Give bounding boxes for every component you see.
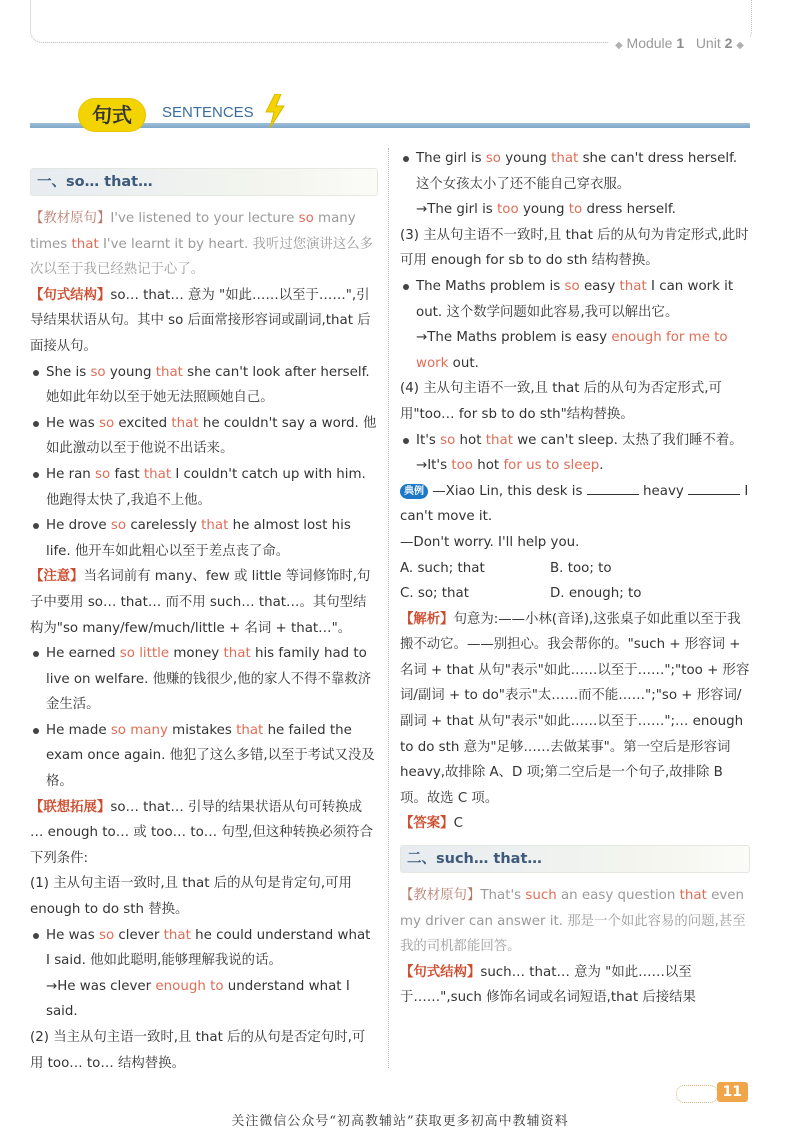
diamond-icon: ◆ bbox=[614, 40, 623, 51]
example-item: The girl is so young that she can't dress herself. 这个女孩太小了还不能自己穿衣服。 bbox=[400, 146, 750, 197]
section-title-en: SENTENCES bbox=[162, 104, 254, 121]
page-number bbox=[676, 1079, 752, 1107]
structure-paragraph: 【句式结构】such… that… 意为 "如此……以至于……",such 修饰名词或名词短语,that 后接结果 bbox=[400, 964, 696, 1006]
example-item: He was so excited that he couldn't say a word. 他如此激动以至于他说不出话来。 bbox=[30, 411, 378, 462]
options-row bbox=[400, 556, 750, 582]
unit-label: Unit bbox=[695, 35, 721, 51]
module-label: Module bbox=[626, 35, 673, 51]
module-unit-tag bbox=[609, 35, 750, 51]
footer-note: 关注微信公众号“初高教辅站”获取更多初高中教辅资料 bbox=[231, 1114, 569, 1129]
diamond-icon: ◆ bbox=[736, 40, 744, 51]
condition-1: (1) 主从句主语一致时,且 that 后的从句是肯定句,可用 enough to do sth 替换。 bbox=[30, 876, 352, 918]
heading-such-that: 二、such… that… bbox=[400, 845, 750, 873]
example-item: She is so young that she can't look after herself. 她如此年幼以至于她无法照顾她自己。 bbox=[30, 360, 378, 411]
conversion-line: →The girl is too young to dress herself. bbox=[416, 202, 676, 218]
answer-blank bbox=[587, 482, 639, 495]
option-c: C. so; that bbox=[400, 586, 469, 602]
condition-2: (2) 当主从句主语一致时,且 that 后的从句是否定句时,可用 too… to… 结构替换。 bbox=[30, 1030, 366, 1071]
column-divider bbox=[388, 148, 389, 1068]
note-paragraph: 【注意】当名词前有 many、few 或 little 等词修饰时,句子中要用 so… that… 而不用 such… that…。其句型结构为"so many/few/much/little + 名词 + that…"。 bbox=[30, 569, 371, 636]
heading-so-that: 一、so… that… bbox=[30, 168, 378, 196]
example-reply: —Don't worry. I'll help you. bbox=[400, 534, 580, 550]
right-column bbox=[400, 146, 750, 1011]
section-banner bbox=[30, 96, 750, 136]
page-number-label: 11 bbox=[717, 1082, 748, 1102]
option-a: A. such; that bbox=[400, 560, 485, 576]
analysis-paragraph: 【解析】句意为:——小林(音译),这张桌子如此重以至于我搬不动它。——别担心。我会帮你的。"such + 形容词 + 名词 + that 从句"表示"如此……以至于……";"too + 形容词/副词 + to do"表示"太……而不能……";"so + 形容词/副词 + that 从句"表示"如此……以至于……";… enough to do sth 意为"足够……去做某事"。第一空后是形容词 heavy,故排除 A、D 项;第二空后是一个句子,故排除 B 项。故选 C 项。 bbox=[400, 611, 750, 806]
textbook-sentence: 【教材原句】I've listened to your lecture so many times that I've learnt it by heart. 我听过您演讲这么多次以至于我已经熟记于心了。 bbox=[30, 211, 374, 278]
section-title-cn: 句式 bbox=[78, 98, 146, 132]
textbook-sentence: 【教材原句】That's such an easy question that even my driver can answer it. 那是一个如此容易的问题,甚至我的司机都能回答。 bbox=[400, 888, 746, 955]
module-number: 1 bbox=[676, 35, 685, 51]
lightning-icon bbox=[264, 94, 286, 128]
example-item: He ran so fast that I couldn't catch up with him. 他跑得太快了,我追不上他。 bbox=[30, 462, 378, 513]
page-decoration bbox=[676, 1085, 718, 1103]
example-item: He made so many mistakes that he failed the exam once again. 他犯了这么多错,以至于考试又没及格。 bbox=[30, 718, 378, 795]
example-question: 典例 —Xiao Lin, this desk is heavy I can't move it. bbox=[400, 483, 749, 525]
structure-paragraph: 【句式结构】so… that… 意为 "如此……以至于……",引导结果状语从句。其中 so 后面常接形容词或副词,that 后面接从句。 bbox=[30, 287, 371, 354]
example-item: He drove so carelessly that he almost lost his life. 他开车如此粗心以至于差点丧了命。 bbox=[30, 513, 378, 564]
option-d: D. enough; to bbox=[550, 586, 642, 602]
options-row bbox=[400, 581, 750, 607]
conversion-line: →He was clever enough to understand what I said. bbox=[46, 978, 350, 1020]
condition-4: (4) 主从句主语不一致,且 that 后的从句为否定形式,可用"too… for sb to do sth"结构替换。 bbox=[400, 381, 722, 422]
example-item: He earned so little money that his family had to live on welfare. 他赚的钱很少,他的家人不得不靠救济金生活。 bbox=[30, 641, 378, 718]
answer-blank bbox=[688, 482, 740, 495]
conversion-line: →The Maths problem is easy enough for me to work out. bbox=[416, 330, 728, 371]
example-item: The Maths problem is so easy that I can work it out. 这个数学问题如此容易,我可以解出它。 bbox=[400, 274, 750, 325]
example-item: It's so hot that we can't sleep. 太热了我们睡不着。 bbox=[400, 428, 750, 454]
condition-3: (3) 主从句主语不一致时,且 that 后的从句为肯定形式,此时可用 enough for sb to do sth 结构替换。 bbox=[400, 227, 749, 269]
conversion-line: →It's too hot for us to sleep. bbox=[416, 458, 604, 474]
left-column bbox=[30, 168, 378, 1076]
example-icon: 典例 bbox=[400, 484, 428, 499]
unit-number: 2 bbox=[724, 35, 733, 51]
option-b: B. too; to bbox=[550, 560, 612, 576]
extension-paragraph: 【联想拓展】so… that… 引导的结果状语从句可转换成 … enough to… 或 too… to… 句型,但这种转换必须符合下列条件: bbox=[30, 799, 373, 866]
answer-line: 【答案】C bbox=[400, 816, 463, 832]
example-item: He was so clever that he could understand what I said. 他如此聪明,能够理解我说的话。 bbox=[30, 923, 378, 974]
